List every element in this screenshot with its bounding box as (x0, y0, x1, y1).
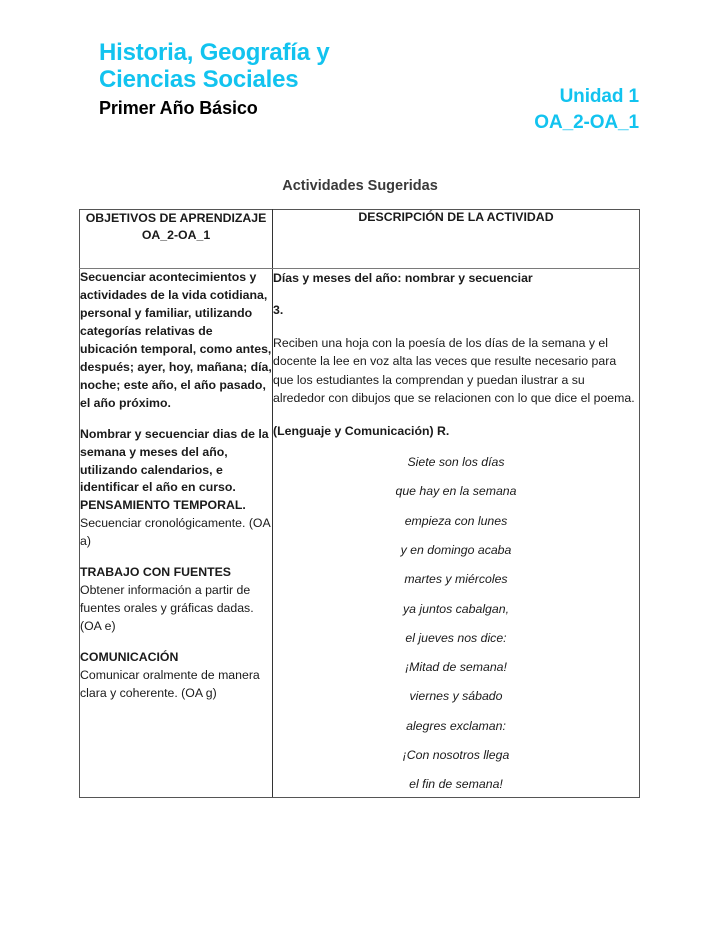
poem-block (273, 456, 639, 797)
header-left-group (99, 40, 429, 119)
activity-subject-reference: (Lenguaje y Comunicación) R. (273, 423, 450, 438)
objective-paragraph: Secuenciar acontecimientos y actividades de la vida cotidiana, personal y familiar, utilizando categorías relativas de ubicación temporal, como antes, después; ayer, hoy, mañana; día, noche; este año, el año pasado, el año próximo. (80, 270, 272, 410)
skill-title: TRABAJO CON FUENTES (80, 565, 231, 580)
poem-line: que hay en la semana (395, 484, 517, 499)
description-cell (273, 269, 640, 798)
poem-line: alegres exclaman: (406, 718, 506, 733)
skill-title: PENSAMIENTO TEMPORAL. (80, 498, 246, 513)
activities-table (79, 209, 640, 798)
poem-line: ¡Con nosotros llega (402, 748, 510, 763)
poem-line: Siete son los días (407, 455, 505, 470)
poem-line: y en domingo acaba (400, 542, 512, 557)
poem-line: martes y miércoles (404, 572, 508, 587)
oa-code-label: OA_2-OA_1 (534, 111, 639, 133)
section-heading: Actividades Sugeridas (282, 178, 438, 194)
skill-text: Obtener información a partir de fuentes orales y gráficas dadas. (OA e) (80, 583, 254, 634)
skill-block (80, 649, 272, 703)
poem-line: viernes y sábado (409, 689, 503, 704)
objectives-paragraphs (80, 269, 272, 497)
activity-number: 3. (273, 303, 284, 318)
poem-line: el jueves nos dice: (405, 630, 507, 645)
grade-level: Primer Año Básico (99, 97, 258, 118)
objectives-cell (80, 269, 273, 798)
poem-line: empieza con lunes (404, 513, 508, 528)
skill-block (80, 564, 272, 636)
subject-title: Historia, Geografía y Ciencias Sociales (99, 39, 330, 93)
skill-title: COMUNICACIÓN (80, 650, 179, 665)
document-header (99, 40, 639, 135)
header-right-group (439, 40, 639, 135)
poem-line: ¡Mitad de semana! (405, 660, 507, 675)
objective-paragraph: Nombrar y secuenciar dias de la semana y meses del año, utilizando calendarios, e identificar el año en curso. (80, 426, 269, 495)
poem-line: el fin de semana! (409, 777, 503, 792)
table-row (80, 269, 640, 798)
activity-body-text: Reciben una hoja con la poesía de los días de la semana y el docente la lee en voz alta las veces que resulte necesario para que los estudiantes la comprendan y puedan ilustrar a su alrededor con dibujos que se relacionen con lo que dice el poema. (273, 335, 635, 406)
column-header-objectives: OBJETIVOS DE APRENDIZAJE OA_2-OA_1 (80, 210, 273, 269)
objectives-skills (80, 497, 272, 703)
table-header-row (80, 210, 640, 269)
activity-title: Días y meses del año: nombrar y secuenciar (273, 271, 533, 285)
skill-text: Comunicar oralmente de manera clara y coherente. (OA g) (80, 668, 260, 701)
column-header-description: DESCRIPCIÓN DE LA ACTIVIDAD (273, 210, 640, 269)
skill-block (80, 497, 272, 551)
poem-line: ya juntos cabalgan, (403, 601, 509, 616)
skill-text: Secuenciar cronológicamente. (OA a) (80, 516, 271, 549)
unit-label: Unidad 1 (559, 86, 639, 107)
